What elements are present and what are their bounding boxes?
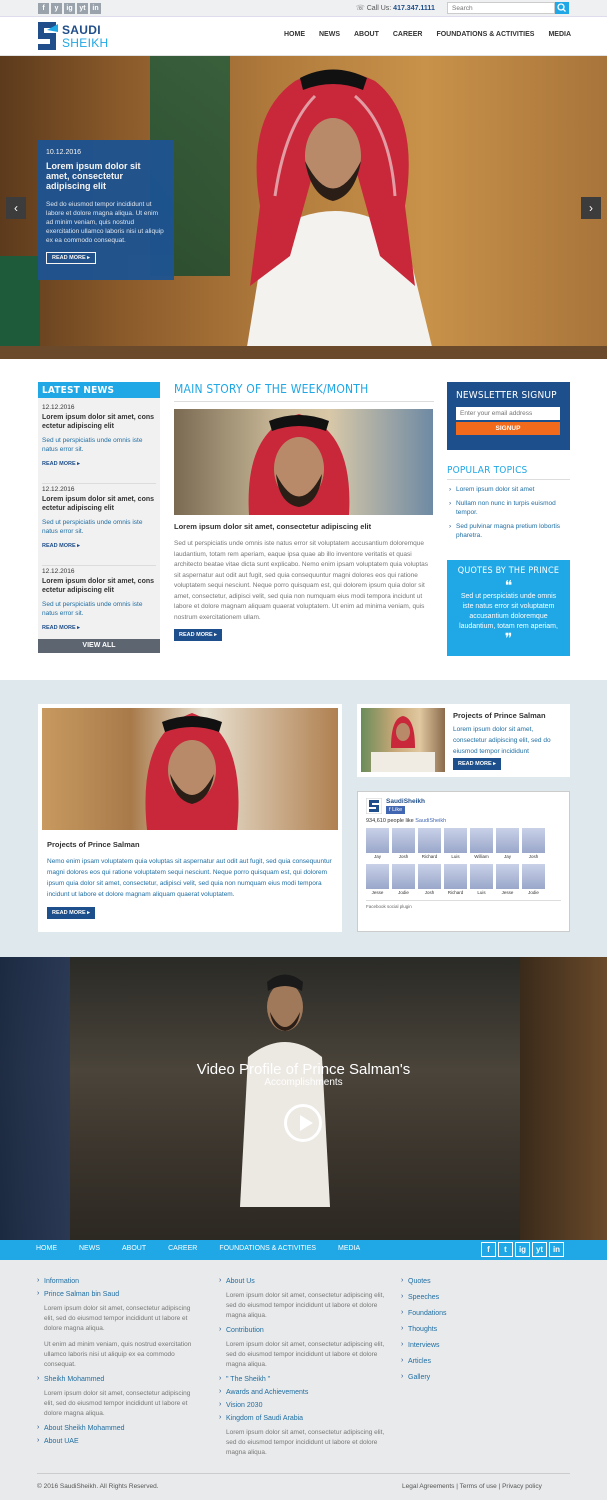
- fb-face[interactable]: [366, 828, 389, 860]
- footer-link[interactable]: › Thoughts: [401, 1326, 481, 1333]
- footer-text: Lorem ipsum dolor sit amet, consectetur adipiscing elit, sed do eiusmod tempor incididunt ut labore et dolore magna aliqua.: [44, 1390, 191, 1417]
- fb-page-name[interactable]: SaudiSheikh: [386, 798, 426, 805]
- quotes-box: [447, 560, 570, 656]
- footer-nav-media[interactable]: MEDIA: [338, 1245, 361, 1252]
- quote-close-icon: ❞: [504, 630, 513, 646]
- nav-news[interactable]: NEWS: [318, 31, 340, 38]
- footer-link[interactable]: › Sheikh Mohammed: [37, 1376, 197, 1383]
- project-small-title[interactable]: Projects of Prince Salman: [453, 711, 546, 720]
- hero-photo: [205, 56, 465, 359]
- news-text: Sed ut perspiciatis unde omnis iste natus error sit.: [42, 519, 143, 535]
- fb-face[interactable]: [418, 864, 441, 896]
- project-card-main: [38, 704, 342, 932]
- fb-face[interactable]: [366, 864, 389, 896]
- nav-about[interactable]: ABOUT: [353, 31, 379, 38]
- fb-face-name: Jay: [503, 854, 511, 859]
- avatar: [522, 864, 545, 889]
- footer-social-icons: [481, 1242, 564, 1257]
- news-item: [42, 404, 156, 484]
- footer-column-3: [401, 1278, 481, 1390]
- phone-number[interactable]: 417.347.1111: [393, 5, 435, 12]
- newsletter-box: [447, 382, 570, 450]
- latest-news-list: [38, 398, 160, 640]
- footer-link[interactable]: › Quotes: [401, 1278, 481, 1285]
- footer-nav-news[interactable]: NEWS: [79, 1245, 100, 1252]
- twitter-icon[interactable]: t: [498, 1242, 513, 1257]
- fb-face[interactable]: [470, 828, 493, 860]
- project-title[interactable]: Projects of Prince Salman: [47, 840, 140, 849]
- news-item: [42, 568, 156, 648]
- footer-nav-about[interactable]: ABOUT: [122, 1245, 147, 1252]
- news-read-more[interactable]: READ MORE ▸: [42, 543, 80, 549]
- footer-link[interactable]: › Vision 2030: [219, 1402, 389, 1409]
- slider-next-button[interactable]: [581, 197, 601, 219]
- instagram-icon[interactable]: ig: [64, 3, 75, 14]
- main-nav: [284, 31, 571, 38]
- fb-count-text: 934,610 people like: [366, 818, 414, 824]
- avatar: [470, 828, 493, 853]
- curtain-right: [520, 957, 607, 1240]
- phone-icon: ☏: [356, 5, 367, 12]
- avatar: [392, 864, 415, 889]
- topic-link[interactable]: › Lorem ipsum dolor sit amet: [447, 485, 570, 494]
- fb-face[interactable]: [470, 864, 493, 896]
- fb-face-name: Luis: [477, 890, 486, 895]
- news-text: Sed ut perspiciatis unde omnis iste natus error sit.: [42, 437, 143, 453]
- fb-face[interactable]: [392, 828, 415, 860]
- avatar: [470, 864, 493, 889]
- main-story-read-more-button[interactable]: READ MORE ▸: [174, 629, 222, 641]
- fb-face-name: Luis: [451, 854, 460, 859]
- footer-nav-foundations[interactable]: FOUNDATIONS & ACTIVITIES: [219, 1245, 317, 1252]
- news-date: 12.12.2016: [42, 404, 75, 411]
- nav-foundations[interactable]: FOUNDATIONS & ACTIVITIES: [436, 31, 535, 38]
- footer-nav: [0, 1240, 607, 1260]
- fb-count-link[interactable]: SaudiSheikh: [415, 818, 447, 824]
- slider-prev-button[interactable]: [6, 197, 26, 219]
- news-title[interactable]: Lorem ipsum dolor sit amet, cons ectetur adipiscing elit: [42, 578, 155, 594]
- video-subtitle: Accomplishments: [264, 1077, 343, 1088]
- news-read-more[interactable]: READ MORE ▸: [42, 625, 80, 631]
- news-item: [42, 486, 156, 566]
- flag-image-left: [0, 256, 40, 359]
- fb-like-button[interactable]: [386, 806, 405, 814]
- main-story-title[interactable]: Lorem ipsum dolor sit amet, consectetur adipiscing elit: [174, 522, 372, 531]
- main-story-image[interactable]: [174, 409, 433, 515]
- footer-link[interactable]: › Kingdom of Saudi Arabia: [219, 1415, 389, 1422]
- signup-button[interactable]: SIGNUP: [456, 422, 560, 435]
- quotes-heading: QUOTES BY THE PRINCE: [457, 566, 560, 576]
- avatar: [522, 828, 545, 853]
- copyright: © 2016 SaudiSheikh. All Rights Reserved.: [37, 1483, 159, 1490]
- logo-line1: SAUDI: [62, 23, 101, 37]
- avatar: [366, 864, 389, 889]
- avatar: [496, 864, 519, 889]
- footer-divider: [37, 1473, 570, 1474]
- fb-like-count: [366, 818, 561, 824]
- footer-link[interactable]: › Articles: [401, 1358, 481, 1365]
- main-story: [174, 382, 434, 641]
- hero-date: 10.12.2016: [46, 149, 82, 156]
- footer-link[interactable]: › " The Sheikh ": [219, 1376, 389, 1383]
- fb-face-name: Josh: [424, 890, 435, 895]
- search-button[interactable]: [555, 2, 569, 14]
- logo-mark-icon: [36, 20, 58, 52]
- project-small-read-more-button[interactable]: READ MORE ▸: [453, 758, 501, 770]
- fb-face-name: Josh: [528, 854, 539, 859]
- chevron-left-icon: ‹: [14, 201, 18, 215]
- news-date: 12.12.2016: [42, 486, 75, 493]
- footer-text: Lorem ipsum dolor sit amet, consectetur adipiscing elit, sed do eiusmod tempor incididunt ut labore et dolore magna aliqua.: [44, 1305, 191, 1332]
- fb-plugin-label[interactable]: Facebook social plugin: [366, 900, 561, 909]
- news-date: 12.12.2016: [42, 568, 75, 575]
- fb-page-logo-icon: [366, 798, 382, 814]
- footer-nav-home[interactable]: HOME: [36, 1245, 57, 1252]
- project-small-text: Lorem ipsum dolor sit amet, consectetur adipiscing elit, sed do eiusmod tempor incididunt: [453, 726, 551, 755]
- topic-link[interactable]: › Sed pulvinar magna pretium lobortis pharetra.: [447, 522, 570, 540]
- fb-face[interactable]: [496, 828, 519, 860]
- footer-link[interactable]: › About Sheikh Mohammed: [37, 1425, 197, 1432]
- avatar: [444, 828, 467, 853]
- fb-face[interactable]: [392, 864, 415, 896]
- footer-link[interactable]: › Prince Salman bin Saud: [37, 1291, 197, 1298]
- footer-text: Ut enim ad minim veniam, quis nostrud exercitation ullamco laboris nisi ut aliquip ex ea commodo consequat.: [44, 1341, 192, 1368]
- topic-link[interactable]: › Nullam non nunc in turpis euismod tempor.: [447, 499, 570, 517]
- fb-face-name: Richard: [447, 890, 464, 895]
- avatar: [496, 828, 519, 853]
- project-image[interactable]: [42, 708, 338, 830]
- fb-face[interactable]: [496, 864, 519, 896]
- footer-link[interactable]: › About UAE: [37, 1438, 197, 1445]
- avatar: [392, 828, 415, 853]
- fb-faces-row: [366, 864, 561, 896]
- hero-caption-card: [38, 140, 174, 280]
- legal-links[interactable]: Legal Agreements | Terms of use | Privacy policy: [402, 1483, 542, 1490]
- footer-link[interactable]: › Foundations: [401, 1310, 481, 1317]
- footer-text: Lorem ipsum dolor sit amet, consectetur adipiscing elit, sed do eiusmod tempor incididunt ut labore et dolore magna aliqua.: [226, 1292, 385, 1319]
- facebook-icon[interactable]: f: [38, 3, 49, 14]
- nav-home[interactable]: HOME: [283, 31, 305, 38]
- fb-face[interactable]: [444, 828, 467, 860]
- latest-news-heading: LATEST NEWS: [38, 382, 160, 398]
- news-title[interactable]: Lorem ipsum dolor sit amet, cons ectetur adipiscing elit: [42, 414, 155, 430]
- popular-topics-heading: POPULAR TOPICS: [447, 465, 570, 480]
- fb-face[interactable]: [522, 864, 545, 896]
- facebook-icon[interactable]: f: [481, 1242, 496, 1257]
- footer: [0, 1260, 607, 1500]
- nav-media[interactable]: MEDIA: [548, 31, 571, 38]
- youtube-icon[interactable]: y: [51, 3, 62, 14]
- project-text: Nemo enim ipsam voluptatem quia voluptas sit aspernatur aut odit aut fugit, sed quia consequuntur magni dolores eos qui ratione voluptatem sequi nesciunt. Neque porro quisquam est, qui dolorem ipsum quia dolor sit amet, consectetur, adipisci velit, sed quia non numquam eius modi tempora incidunt ut labore et dolore magnam aliquam quaerat voluptatem.: [47, 858, 332, 898]
- main-story-heading: MAIN STORY OF THE WEEK/MONTH: [174, 382, 434, 402]
- project-small-image[interactable]: [361, 708, 445, 772]
- footer-text: Lorem ipsum dolor sit amet, consectetur adipiscing elit, sed do eiusmod tempor incididunt ut labore et dolore magna aliqua.: [226, 1429, 385, 1456]
- main-story-text: Sed ut perspiciatis unde omnis iste natus error sit voluptatem accusantium doloremque laudantium, totam rem aperiam, eaque ipsa quae ab illo inventore veritatis et quasi architecto beatae vitae dicta sunt explicabo. Nemo enim ipsam voluptatem quia voluptas sit aspernatur aut odit aut fugit, sed quia consequuntur magni dolores eos qui ratione voluptatem sequi nesciunt. Neque porro quisquam est, qui dolorem ipsum quia dolor sit amet, consectetur, adipisci velit, sed quia non numquam eius modi tempora incidunt ut labore et dolore magnam aliquam quaerat voluptatem. Ut enim ad minima veniam, quis nostrum exercitationem ullam.: [174, 540, 429, 621]
- footer-nav-links: [36, 1245, 360, 1252]
- footer-link[interactable]: › About Us: [219, 1278, 389, 1285]
- project-card-small: [357, 704, 570, 777]
- newsletter-email-input[interactable]: [456, 407, 560, 420]
- popular-topics: [447, 465, 570, 540]
- footer-text: Lorem ipsum dolor sit amet, consectetur adipiscing elit, sed do eiusmod tempor incididunt ut labore et dolore magna aliqua.: [226, 1341, 385, 1368]
- fb-face-name: Jesse: [501, 890, 514, 895]
- linkedin-icon[interactable]: in: [549, 1242, 564, 1257]
- hero-read-more-button[interactable]: READ MORE ▸: [46, 252, 96, 264]
- fb-face[interactable]: [418, 828, 441, 860]
- view-all-button[interactable]: VIEW ALL: [38, 639, 160, 653]
- play-icon[interactable]: [284, 1104, 322, 1142]
- footer-link[interactable]: › Interviews: [401, 1342, 481, 1349]
- logo-line2: SHEIKH: [62, 36, 109, 50]
- footer-link[interactable]: › Speeches: [401, 1294, 481, 1301]
- fb-face[interactable]: [444, 864, 467, 896]
- fb-faces-row: [366, 828, 561, 860]
- news-text: Sed ut perspiciatis unde omnis iste natus error sit.: [42, 601, 143, 617]
- news-read-more[interactable]: READ MORE ▸: [42, 461, 80, 467]
- nav-career[interactable]: CAREER: [392, 31, 423, 38]
- latest-news: [38, 382, 160, 653]
- project-read-more-button[interactable]: READ MORE ▸: [47, 907, 95, 919]
- video-title: Video Profile of Prince Salman's: [196, 1061, 411, 1078]
- fb-face-name: Josh: [398, 854, 409, 859]
- fb-like-icon: f: [389, 807, 393, 813]
- hero-text: Sed do eiusmod tempor incididunt ut labore et dolore magna aliqua. Ut enim ad minim veniam, quis nostrud exercitation ullamco laboris nisi ut aliquip ex ea commodo consequat.: [46, 201, 164, 244]
- newsletter-heading: NEWSLETTER SIGNUP: [456, 390, 557, 401]
- site-logo[interactable]: [36, 20, 126, 52]
- search-icon: [555, 2, 569, 14]
- main-story-photo: [174, 409, 433, 515]
- fb-face-name: Jodie: [398, 890, 409, 895]
- footer-link[interactable]: › Information: [37, 1278, 197, 1285]
- chevron-right-icon: ›: [589, 201, 593, 215]
- fb-face[interactable]: [522, 828, 545, 860]
- fb-face-name: Jesse: [371, 890, 384, 895]
- footer-column-1: [37, 1278, 197, 1451]
- facebook-widget: [357, 791, 570, 932]
- project-small-photo: [361, 708, 445, 772]
- project-photo: [42, 708, 338, 830]
- footer-link[interactable]: › Awards and Achievements: [219, 1389, 389, 1396]
- search-input[interactable]: [447, 2, 555, 14]
- footer-link[interactable]: › Contribution: [219, 1327, 389, 1334]
- fb-face-name: William: [474, 854, 489, 859]
- curtain-left: [0, 957, 70, 1240]
- avatar: [366, 828, 389, 853]
- linkedin-icon[interactable]: in: [90, 3, 101, 14]
- quote-open-icon: ❝: [504, 577, 513, 593]
- call-us: [356, 4, 435, 12]
- hero-title[interactable]: Lorem ipsum dolor sit amet, consectetur adipiscing elit: [46, 161, 141, 191]
- fb-header: [366, 798, 561, 814]
- fb-face-name: Jay: [373, 854, 381, 859]
- footer-nav-career[interactable]: CAREER: [168, 1245, 198, 1252]
- desk: [0, 346, 607, 359]
- instagram-icon[interactable]: ig: [515, 1242, 530, 1257]
- top-social-icons: [38, 3, 103, 14]
- avatar: [418, 864, 441, 889]
- fb-like-label: Like: [392, 807, 403, 813]
- quote-text: Sed ut perspiciatis unde omnis iste natus error sit voluptatem accusantium doloremque laudantium, totam rem aperiam,: [459, 593, 558, 630]
- youtube-play-icon[interactable]: yt: [77, 3, 88, 14]
- avatar: [418, 828, 441, 853]
- video-section[interactable]: [0, 957, 607, 1240]
- call-label: Call Us:: [366, 5, 392, 12]
- fb-face-name: Jodie: [528, 890, 539, 895]
- fb-face-name: Richard: [421, 854, 438, 859]
- footer-column-2: [219, 1278, 389, 1464]
- footer-link[interactable]: › Gallery: [401, 1374, 481, 1381]
- avatar: [444, 864, 467, 889]
- youtube-icon[interactable]: yt: [532, 1242, 547, 1257]
- news-title[interactable]: Lorem ipsum dolor sit amet, cons ectetur adipiscing elit: [42, 496, 155, 512]
